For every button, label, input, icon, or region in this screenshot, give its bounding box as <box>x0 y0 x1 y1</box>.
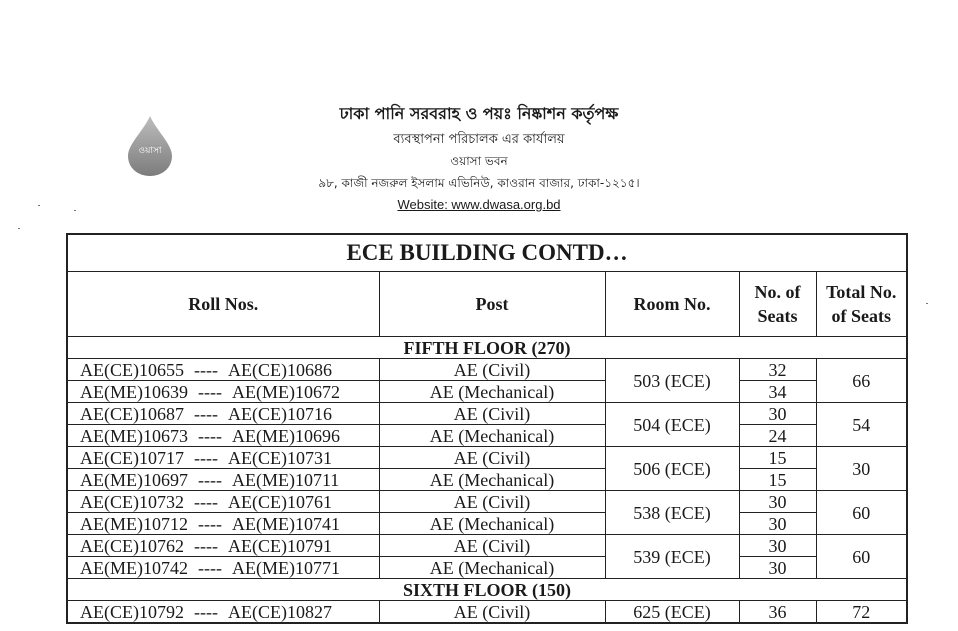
col-header-room: Room No. <box>605 272 739 337</box>
room-cell: 504 (ECE) <box>605 403 739 447</box>
col-header-post: Post <box>379 272 605 337</box>
roll-to: AE(CE)10731 <box>227 447 332 468</box>
office-name: ব্যবস্থাপনা পরিচালক এর কার্যালয় <box>393 132 565 147</box>
scan-speck <box>38 205 40 206</box>
seats-cell: 15 <box>739 469 816 491</box>
post-cell: AE (Mechanical) <box>379 381 605 403</box>
post-cell: AE (Civil) <box>379 491 605 513</box>
seats-cell: 15 <box>739 447 816 469</box>
room-cell: 539 (ECE) <box>605 535 739 579</box>
roll-to: AE(ME)10771 <box>231 557 340 578</box>
roll-from: AE(ME)10742 <box>80 557 188 578</box>
roll-from: AE(CE)10717 <box>80 447 184 468</box>
roll-range-cell <box>67 601 379 624</box>
total-seats-cell: 72 <box>816 601 907 624</box>
roll-dash: ---- <box>197 425 222 446</box>
table-row <box>67 557 907 579</box>
address: ৯৮, কাজী নজরুল ইসলাম এভিনিউ, কাওরান বাজার, ঢাকা-১২১৫। <box>318 176 640 190</box>
seats-cell: 30 <box>739 513 816 535</box>
seats-cell: 36 <box>739 601 816 624</box>
roll-range-cell <box>67 359 379 381</box>
logo-text: ওয়াসা <box>138 146 162 156</box>
roll-to: AE(CE)10791 <box>227 535 332 556</box>
post-cell: AE (Mechanical) <box>379 557 605 579</box>
table-row <box>67 359 907 381</box>
floor-heading: SIXTH FLOOR (150) <box>67 579 907 601</box>
seats-cell: 24 <box>739 425 816 447</box>
table-row <box>67 601 907 624</box>
roll-range-cell <box>67 381 379 403</box>
roll-to: AE(CE)10716 <box>227 403 332 424</box>
total-seats-cell: 60 <box>816 491 907 535</box>
building-name: ওয়াসা ভবন <box>450 154 508 168</box>
post-cell: AE (Civil) <box>379 535 605 557</box>
post-cell: AE (Mechanical) <box>379 513 605 535</box>
post-cell: AE (Civil) <box>379 601 605 624</box>
roll-dash: ---- <box>193 491 218 512</box>
seats-cell: 30 <box>739 403 816 425</box>
roll-range-cell <box>67 557 379 579</box>
table-row <box>67 513 907 535</box>
roll-range-cell <box>67 447 379 469</box>
seats-cell: 30 <box>739 535 816 557</box>
seats-cell: 30 <box>739 557 816 579</box>
roll-dash: ---- <box>197 381 222 402</box>
room-cell: 503 (ECE) <box>605 359 739 403</box>
roll-to: AE(CE)10761 <box>227 491 332 512</box>
total-seats-cell: 30 <box>816 447 907 491</box>
roll-from: AE(ME)10673 <box>80 425 188 446</box>
table-row <box>67 403 907 425</box>
roll-range-cell <box>67 513 379 535</box>
roll-dash: ---- <box>193 447 218 468</box>
roll-from: AE(ME)10639 <box>80 381 188 402</box>
website-link[interactable]: Website: www.dwasa.org.bd <box>397 197 561 212</box>
organization-name: ঢাকা পানি সরবরাহ ও পয়ঃ নিষ্কাশন কর্তৃপক্ষ <box>339 104 619 123</box>
table-row <box>67 447 907 469</box>
seat-plan-body <box>67 234 907 623</box>
scan-speck <box>926 303 928 304</box>
total-seats-cell: 66 <box>816 359 907 403</box>
seats-cell: 34 <box>739 381 816 403</box>
roll-range-cell <box>67 403 379 425</box>
room-cell: 538 (ECE) <box>605 491 739 535</box>
roll-range-cell <box>67 425 379 447</box>
roll-range-cell <box>67 491 379 513</box>
floor-row <box>67 579 907 601</box>
post-cell: AE (Mechanical) <box>379 469 605 491</box>
post-cell: AE (Civil) <box>379 447 605 469</box>
floor-heading: FIFTH FLOOR (270) <box>67 337 907 359</box>
website-line[interactable] <box>0 197 958 212</box>
roll-to: AE(ME)10672 <box>231 381 340 402</box>
roll-range-cell <box>67 535 379 557</box>
post-cell: AE (Civil) <box>379 403 605 425</box>
table-title: ECE BUILDING CONTD… <box>67 234 907 272</box>
roll-to: AE(ME)10711 <box>231 469 340 490</box>
room-cell: 625 (ECE) <box>605 601 739 624</box>
header-row <box>67 272 907 337</box>
roll-dash: ---- <box>193 601 218 622</box>
room-cell: 506 (ECE) <box>605 447 739 491</box>
floor-row <box>67 337 907 359</box>
roll-from: AE(CE)10762 <box>80 535 184 556</box>
roll-range-cell <box>67 469 379 491</box>
col-header-seats: No. of Seats <box>739 272 816 337</box>
roll-from: AE(CE)10687 <box>80 403 184 424</box>
table-row <box>67 491 907 513</box>
roll-from: AE(ME)10712 <box>80 513 188 534</box>
roll-to: AE(CE)10686 <box>227 359 332 380</box>
roll-dash: ---- <box>197 469 222 490</box>
seats-cell: 32 <box>739 359 816 381</box>
seat-plan-table <box>66 233 908 624</box>
roll-to: AE(CE)10827 <box>227 601 332 622</box>
total-seats-cell: 54 <box>816 403 907 447</box>
title-row <box>67 234 907 272</box>
roll-to: AE(ME)10741 <box>231 513 340 534</box>
total-seats-cell: 60 <box>816 535 907 579</box>
roll-dash: ---- <box>197 557 222 578</box>
table-row <box>67 425 907 447</box>
seats-cell: 30 <box>739 491 816 513</box>
table-row <box>67 535 907 557</box>
scan-speck <box>74 210 76 211</box>
roll-from: AE(CE)10792 <box>80 601 184 622</box>
col-header-total: Total No. of Seats <box>816 272 907 337</box>
table-row <box>67 469 907 491</box>
roll-dash: ---- <box>193 403 218 424</box>
roll-dash: ---- <box>193 535 218 556</box>
post-cell: AE (Civil) <box>379 359 605 381</box>
post-cell: AE (Mechanical) <box>379 425 605 447</box>
scan-speck <box>18 228 20 229</box>
roll-from: AE(CE)10732 <box>80 491 184 512</box>
roll-dash: ---- <box>193 359 218 380</box>
roll-dash: ---- <box>197 513 222 534</box>
table-row <box>67 381 907 403</box>
col-header-roll: Roll Nos. <box>67 272 379 337</box>
roll-from: AE(ME)10697 <box>80 469 188 490</box>
roll-to: AE(ME)10696 <box>231 425 340 446</box>
roll-from: AE(CE)10655 <box>80 359 184 380</box>
